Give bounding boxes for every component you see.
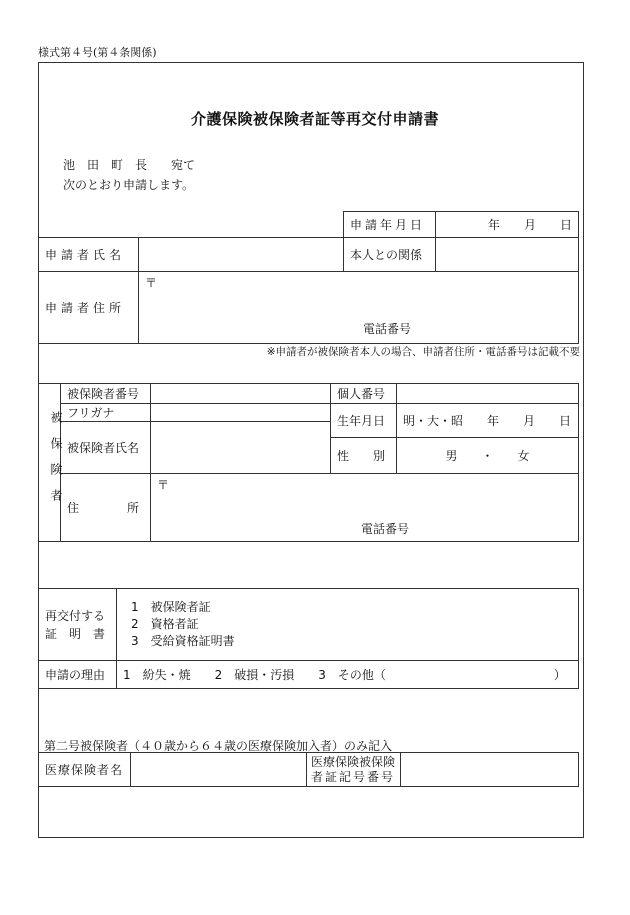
reissue-option-1[interactable]: 1 被保険者証 bbox=[131, 600, 211, 614]
insured-name-label: 被保険者氏名 bbox=[61, 422, 151, 474]
insurer-name-field[interactable] bbox=[131, 753, 307, 787]
applicant-phone-label: 電話番号 bbox=[363, 322, 412, 336]
insured-address-field[interactable] bbox=[151, 474, 579, 542]
reissue-options[interactable] bbox=[117, 589, 579, 661]
birth-label: 生年月日 bbox=[331, 404, 397, 438]
applicant-name-label: 申請者氏名 bbox=[39, 238, 139, 272]
insured-side-label: 被保険者 bbox=[39, 384, 61, 542]
furigana-field[interactable] bbox=[151, 404, 331, 422]
furigana-label: フリガナ bbox=[61, 404, 151, 422]
reason-label: 申請の理由 bbox=[39, 661, 117, 689]
insured-number-label: 被保険者番号 bbox=[61, 384, 151, 404]
insurer-name-label: 医療保険者名 bbox=[39, 753, 131, 787]
insured-phone-label: 電話番号 bbox=[361, 522, 410, 536]
reissue-option-2[interactable]: 2 資格者証 bbox=[131, 617, 199, 631]
intro-text: 次のとおり申請します。 bbox=[63, 178, 195, 192]
second-heading: 第二号被保険者（４０歳から６４歳の医療保険加入者）のみ記入 bbox=[44, 739, 393, 753]
relation-label: 本人との関係 bbox=[344, 238, 436, 272]
date-label: 申請年月日 bbox=[344, 212, 436, 238]
postal-mark: 〒 bbox=[145, 276, 158, 290]
addressee: 池 田 町 長 宛て bbox=[63, 158, 196, 172]
gender-label: 性 別 bbox=[331, 438, 397, 474]
insured-name-field[interactable] bbox=[151, 422, 331, 474]
insured-address-label: 住 所 bbox=[61, 474, 151, 542]
form-code: 様式第４号(第４条関係) bbox=[38, 46, 157, 59]
date-field[interactable]: 年 月 日 bbox=[436, 212, 579, 238]
reissue-table bbox=[38, 588, 579, 689]
applicant-note: ※申請者が被保険者本人の場合、申請者住所・電話番号は記載不要 bbox=[266, 346, 580, 358]
insured-postal-mark: 〒 bbox=[157, 478, 170, 492]
applicant-address-label: 申請者住所 bbox=[39, 272, 139, 344]
second-table bbox=[38, 752, 579, 787]
personal-number-field[interactable] bbox=[397, 384, 579, 404]
application-table bbox=[38, 211, 579, 344]
insured-table bbox=[38, 383, 579, 542]
card-number-field[interactable] bbox=[401, 753, 579, 787]
personal-number-label: 個人番号 bbox=[331, 384, 397, 404]
gender-field[interactable]: 男 ・ 女 bbox=[397, 438, 579, 474]
reason-options[interactable]: 1 紛失・焼 2 破損・汚損 3 その他（ ） bbox=[117, 661, 579, 689]
reissue-label: 再交付する 証 明 書 bbox=[39, 589, 117, 661]
card-number-label: 医療保険被保険 者証記号番号 bbox=[307, 753, 401, 787]
reissue-option-3[interactable]: 3 受給資格証明書 bbox=[131, 634, 235, 648]
relation-field[interactable] bbox=[436, 238, 579, 272]
insured-number-field[interactable] bbox=[151, 384, 331, 404]
form-title: 介護保険被保険者証等再交付申請書 bbox=[190, 110, 439, 128]
applicant-address-field[interactable] bbox=[139, 272, 579, 344]
applicant-name-field[interactable] bbox=[139, 238, 344, 272]
birth-field[interactable]: 明・大・昭 年 月 日 bbox=[397, 404, 579, 438]
